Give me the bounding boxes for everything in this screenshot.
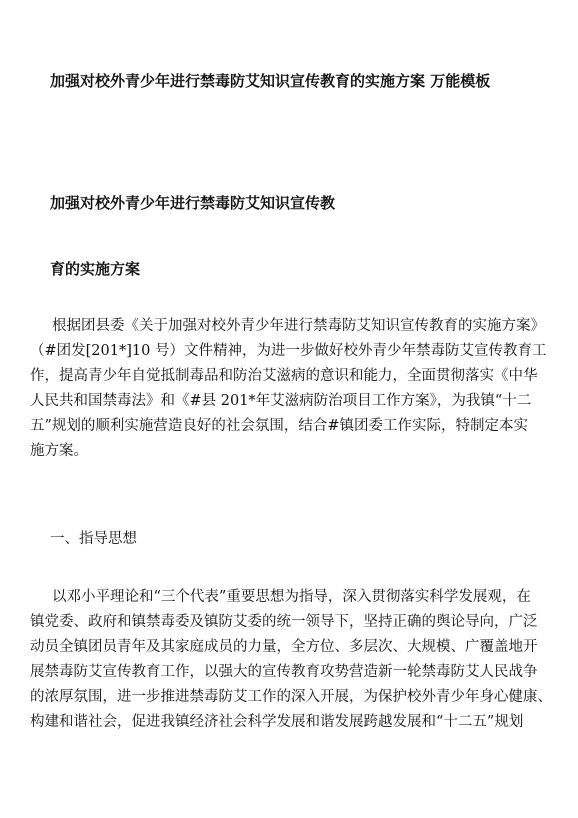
paragraph-line: 的浓厚氛围，进一步推进禁毒防艾工作的深入开展，为保护校外青少年身心健康、: [30, 689, 552, 705]
paragraph-line: 根据团县委《关于加强对校外青少年进行禁毒防艾知识宣传教育的实施方案》: [52, 318, 545, 334]
paragraph-guiding-ideology: [30, 585, 550, 735]
paragraph-line: 五”规划的顺利实施营造良好的社会氛围，结合#镇团委工作实际，特制定本实: [30, 418, 529, 434]
paragraph-line: 构建和谐社会，促进我镇经济社会科学发展和谐发展跨越发展和“十二五”规划: [30, 714, 524, 730]
paragraph-line: 作，提高青少年自觉抵制毒品和防治艾滋病的意识和能力，全面贯彻落实《中华: [30, 368, 538, 384]
document-title: 加强对校外青少年进行禁毒防艾知识宣传教育的实施方案 万能模板: [50, 72, 491, 90]
paragraph-intro: [30, 314, 550, 464]
main-heading-line-2: 育的实施方案: [50, 260, 141, 278]
paragraph-line: 施方案。: [30, 443, 88, 459]
section-heading-guiding-ideology: 一、指导思想: [50, 531, 137, 547]
paragraph-line: 动员全镇团员青年及其家庭成员的力量，全方位、多层次、大规模、广覆盖地开: [30, 639, 538, 655]
paragraph-line: 展禁毒防艾宣传教育工作，以强大的宣传教育攻势营造新一轮禁毒防艾人民战争: [30, 664, 538, 680]
paragraph-line: （#团发[201*]10 号）文件精神，为进一步做好校外青少年禁毒防艾宣传教育工: [30, 343, 547, 359]
paragraph-line: 镇党委、政府和镇禁毒委及镇防艾委的统一领导下，坚持正确的舆论导向，广泛: [30, 614, 538, 630]
main-heading-line-1: 加强对校外青少年进行禁毒防艾知识宣传教: [50, 194, 336, 212]
paragraph-line: 人民共和国禁毒法》和《#县 201*年艾滋病防治项目工作方案》，为我镇“十二: [30, 393, 532, 409]
paragraph-line: 以邓小平理论和“三个代表”重要思想为指导，深入贯彻落实科学发展观，在: [52, 589, 531, 605]
